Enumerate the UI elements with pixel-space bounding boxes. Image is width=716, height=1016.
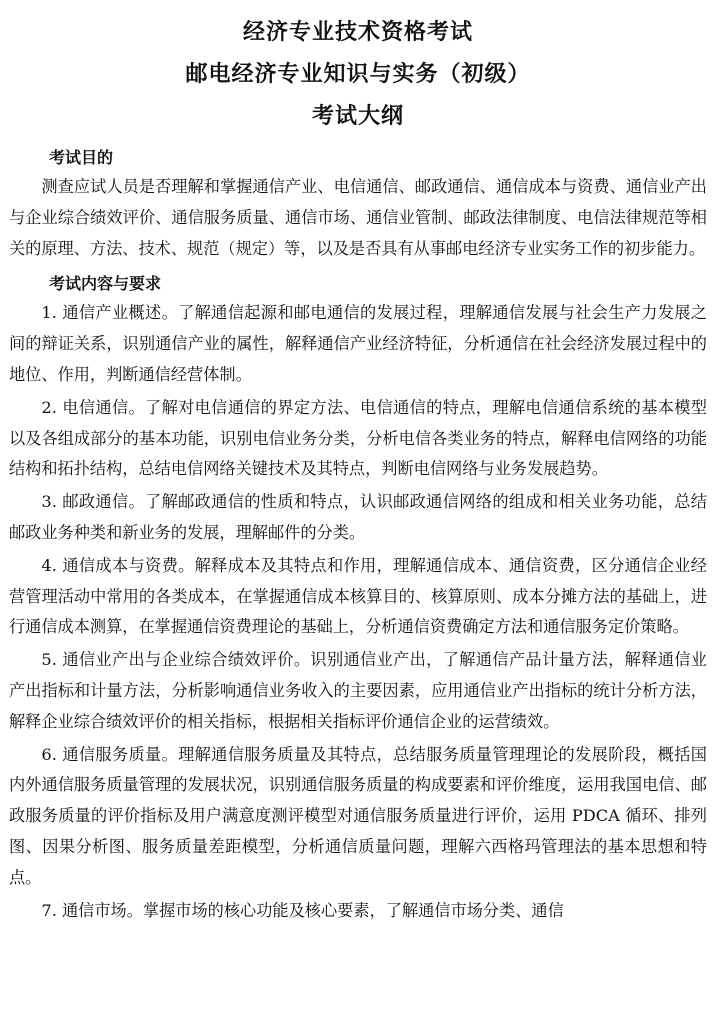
content-item-3: 3. 邮政通信。了解邮政通信的性质和特点，认识邮政通信网络的组成和相关业务功能，总结邮政业务种类和新业务的发展，理解邮件的分类。	[9, 492, 707, 542]
title-line-3: 考试大纲	[311, 104, 404, 129]
purpose-heading: 考试目的	[49, 148, 114, 167]
content-item-4: 4. 通信成本与资费。解释成本及其特点和作用，理解通信成本、通信资费，区分通信企业经营管理活动中常用的各类成本，在掌握通信成本核算目的、核算原则、成本分摊方法的基础上，进行通信成本测算，在掌握通信资费理论的基础上，分析通信资费确定方法和通信服务定价策略。	[9, 555, 707, 637]
title-line-2: 邮电经济专业知识与实务（初级）	[185, 62, 531, 87]
title-line-1: 经济专业技术资格考试	[242, 20, 473, 45]
content-item-6: 6. 通信服务质量。理解通信服务质量及其特点，总结服务质量管理理论的发展阶段，概括国内外通信服务质量管理的发展状况，识别通信服务质量的构成要素和评价维度，运用我国电信、邮政服务质量的评价指标及用户满意度测评模型对通信服务质量进行评价，运用 PDCA 循环、排列图、因果分析图、服务质量差距模型，分析通信质量问题，理解六西格玛管理法的基本思想和特点。	[9, 744, 707, 887]
purpose-paragraph: 测查应试人员是否理解和掌握通信产业、电信通信、邮政通信、通信成本与资费、通信业产出与企业综合绩效评价、通信服务质量、通信市场、通信业管制、邮政法律制度、电信法律规范等相关的原理、方法、技术、规范（规定）等，以及是否具有从事邮电经济专业实务工作的初步能力。	[9, 177, 707, 258]
content-item-2: 2. 电信通信。了解对电信通信的界定方法、电信通信的特点，理解电信通信系统的基本模型以及各组成部分的基本功能，识别电信业务分类，分析电信各类业务的特点，解释电信网络的功能结构和拓扑结构，总结电信网络关键技术及其特点，判断电信网络与业务发展趋势。	[9, 397, 707, 479]
content-item-5: 5. 通信业产出与企业综合绩效评价。识别通信业产出，了解通信产品计量方法，解释通信业产出指标和计量方法，分析影响通信业务收入的主要因素，应用通信业产出指标的统计分析方法，解释企业综合绩效评价的相关指标，根据相关指标评价通信企业的运营绩效。	[9, 650, 707, 731]
content-item-7: 7. 通信市场。掌握市场的核心功能及核心要素，了解通信市场分类、通信	[41, 900, 564, 920]
content-item-1: 1. 通信产业概述。了解通信起源和邮电通信的发展过程，理解通信发展与社会生产力发展之间的辩证关系，识别通信产业的属性，解释通信产业经济特征，分析通信在社会经济发展过程中的地位、作用，判断通信经营体制。	[9, 303, 707, 384]
title-block	[9, 12, 707, 138]
content-heading: 考试内容与要求	[49, 274, 162, 294]
